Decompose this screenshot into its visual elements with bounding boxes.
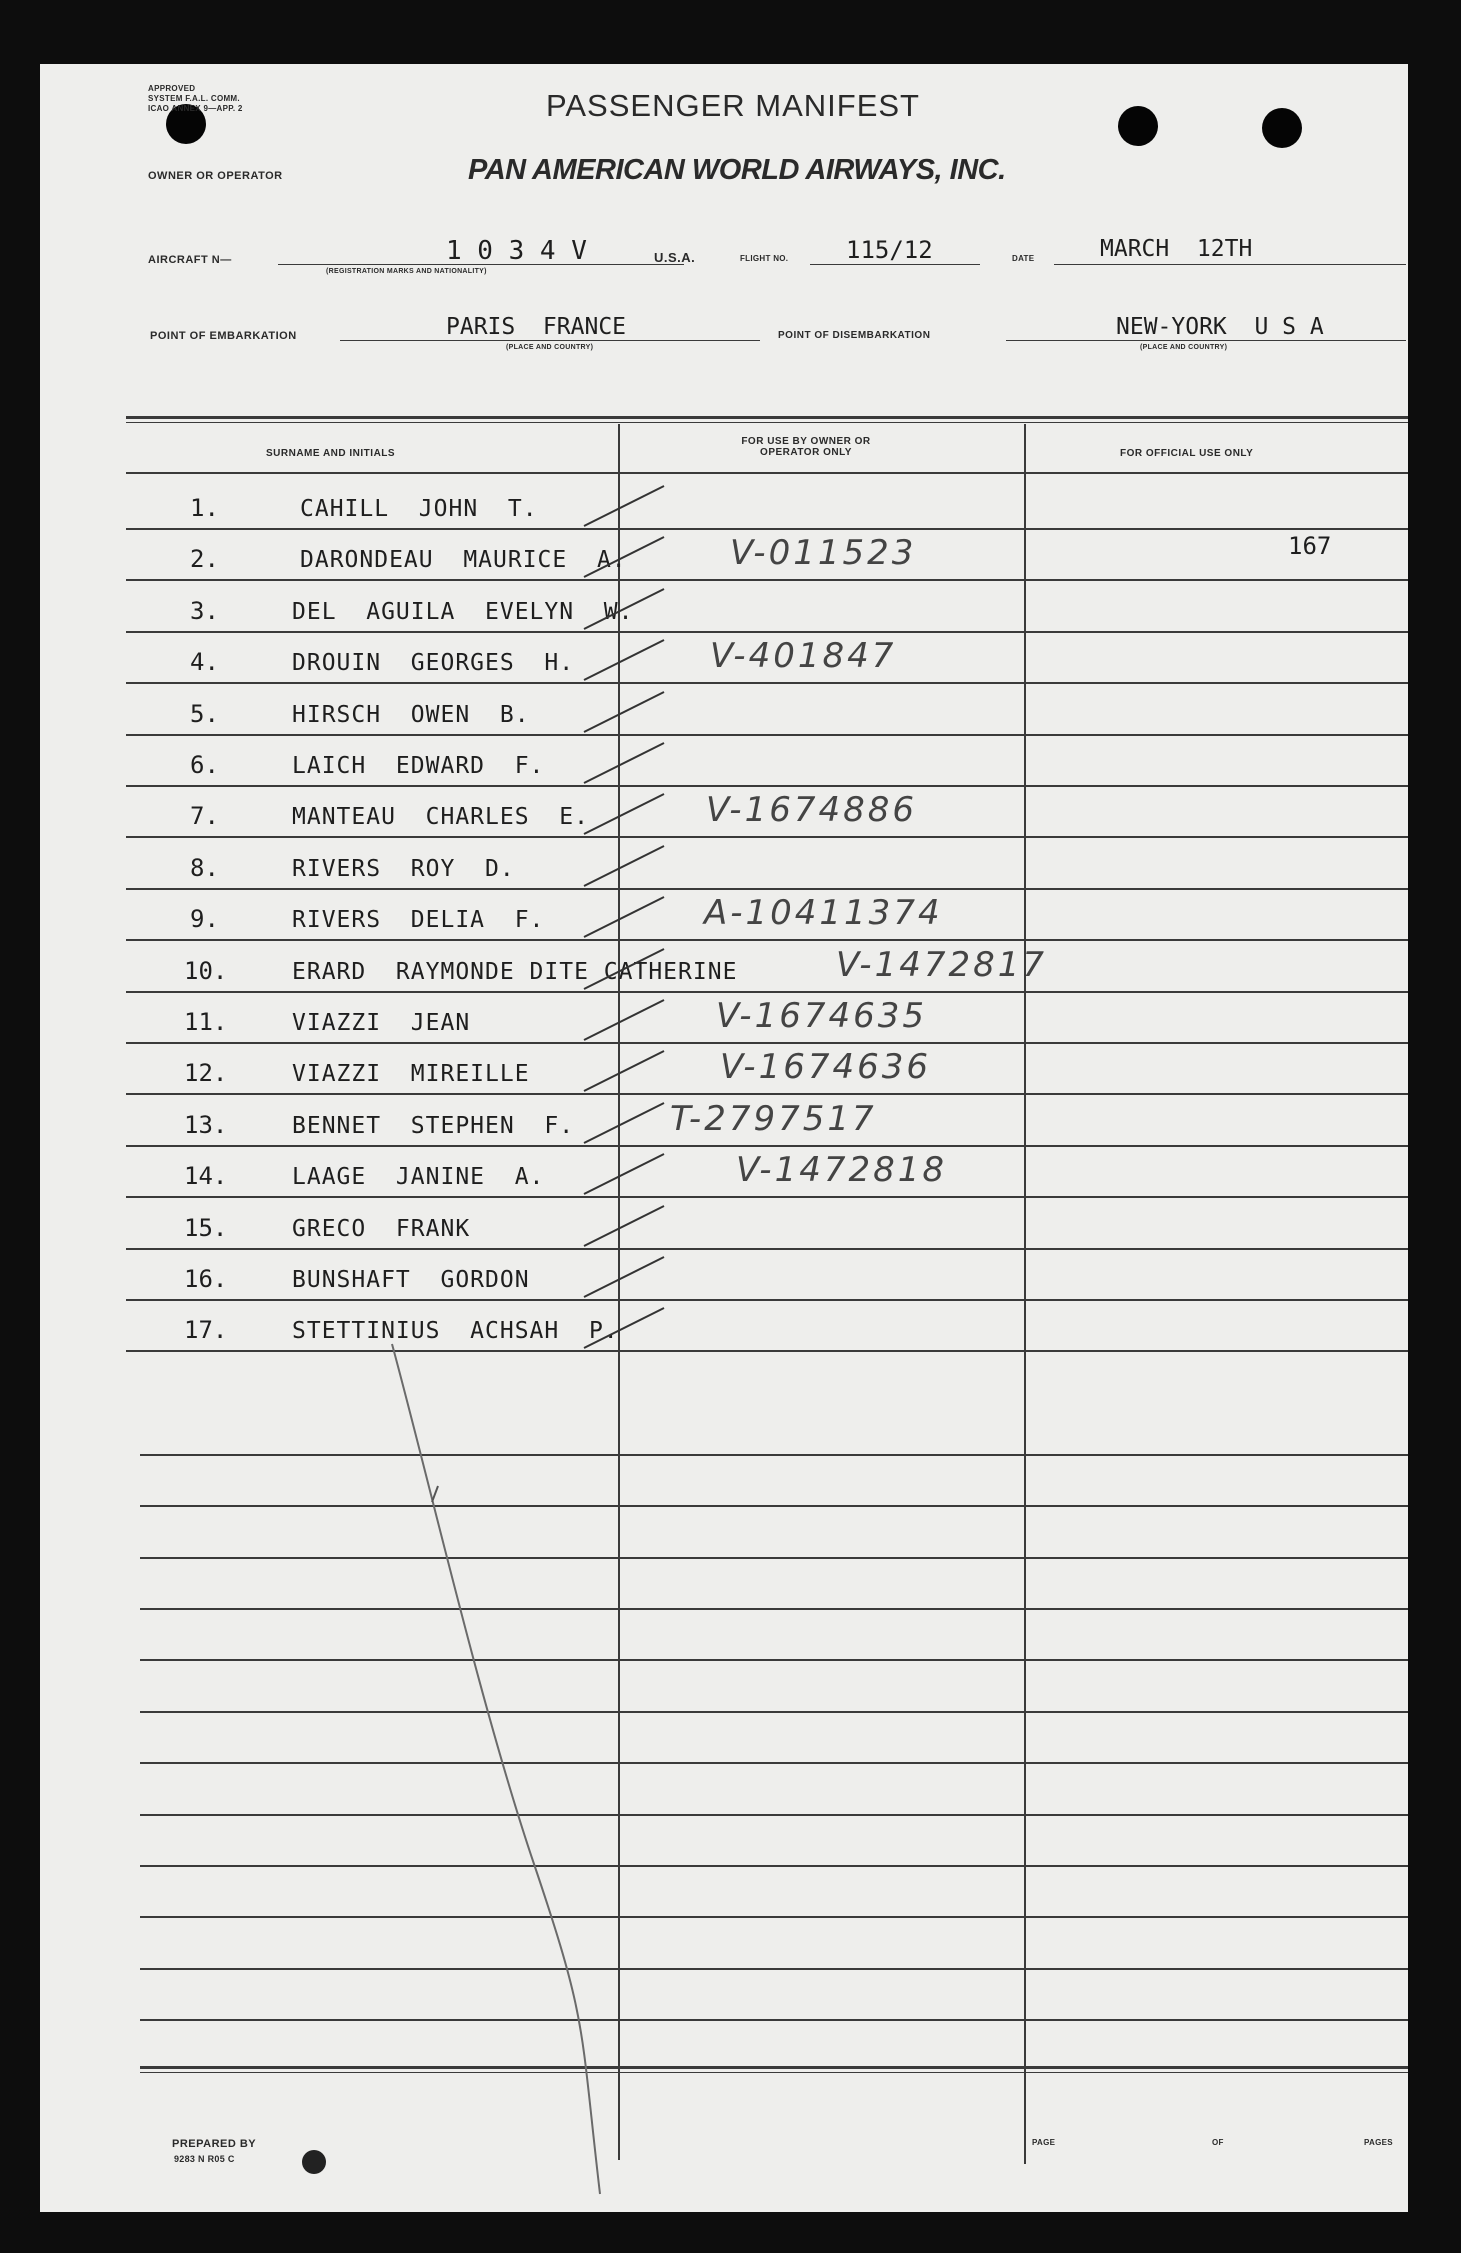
visa-number: V-1674886 (706, 790, 917, 831)
flight-date: MARCH 12TH (1100, 236, 1253, 262)
manifest-sheet (40, 64, 1408, 2212)
disembarkation-caption: (PLACE AND COUNTRY) (1140, 344, 1228, 351)
visa-number: V-1472817 (836, 944, 1047, 985)
disembarkation-label: POINT OF DISEMBARKATION (778, 330, 931, 341)
disembarkation-place: NEW-YORK U S A (1116, 314, 1324, 340)
page-title: PASSENGER MANIFEST (546, 88, 920, 123)
passenger-number: 15. (184, 1213, 228, 1242)
passenger-number: 12. (184, 1059, 228, 1088)
union-label-icon (302, 2150, 326, 2174)
visa-number: V-1674635 (716, 996, 927, 1036)
passenger-number: 6. (190, 751, 219, 779)
passenger-name: ERARD RAYMONDE DITE CATHERINE (292, 958, 738, 985)
aircraft-label: AIRCRAFT N— (148, 254, 232, 266)
flight-label: FLIGHT NO. (740, 254, 789, 263)
passenger-number: 14. (184, 1162, 228, 1191)
passenger-name: STETTINIUS ACHSAH P. (292, 1318, 619, 1345)
passenger-number: 5. (190, 699, 219, 728)
passenger-name: VIAZZI MIREILLE (292, 1061, 530, 1088)
prepared-by-label: PREPARED BY (172, 2138, 257, 2150)
embarkation-place: PARIS FRANCE (446, 314, 627, 340)
passenger-number: 16. (184, 1265, 228, 1293)
of-label: OF (1212, 2138, 1224, 2147)
embarkation-label: POINT OF EMBARKATION (150, 330, 297, 342)
column-header-official: FOR OFFICIAL USE ONLY (1120, 448, 1254, 459)
passenger-number: 9. (190, 905, 219, 934)
passenger-name: RIVERS DELIA F. (292, 907, 545, 934)
passenger-name: LAICH EDWARD F. (292, 753, 545, 779)
visa-number: V-1472818 (736, 1150, 947, 1191)
passenger-name: LAAGE JANINE A. (292, 1164, 545, 1191)
passenger-name: MANTEAU CHARLES E. (292, 804, 589, 831)
passenger-name: RIVERS ROY D. (292, 855, 515, 882)
visa-number: A-10411374 (704, 893, 943, 934)
passenger-number: 7. (190, 802, 219, 831)
passenger-number: 11. (184, 1008, 228, 1036)
passenger-name: DARONDEAU MAURICE A. (300, 547, 627, 574)
passenger-number: 13. (184, 1110, 228, 1139)
visa-number: V-011523 (730, 533, 917, 574)
date-label: DATE (1012, 254, 1035, 263)
passenger-number: 4. (190, 648, 219, 677)
column-header-surname: SURNAME AND INITIALS (266, 448, 396, 459)
country-label: U.S.A. (654, 250, 696, 265)
passenger-number: 8. (190, 853, 219, 882)
flight-number: 115/12 (846, 236, 933, 264)
passenger-name: DEL AGUILA EVELYN W. (292, 598, 634, 625)
embarkation-caption: (PLACE AND COUNTRY) (506, 344, 594, 351)
passenger-number: 2. (190, 545, 219, 574)
aircraft-number: 1 0 3 4 V (446, 236, 587, 266)
form-number: 9283 N R05 C (174, 2154, 235, 2164)
passenger-number: 17. (184, 1316, 228, 1345)
visa-number: V-401847 (710, 636, 897, 677)
approval-line: SYSTEM F.A.L. COMM. (148, 94, 240, 103)
passenger-number: 3. (190, 596, 219, 625)
visa-number: V-1674636 (720, 1047, 931, 1088)
passenger-name: BENNET STEPHEN F. (292, 1112, 575, 1139)
operator-name: PAN AMERICAN WORLD AIRWAYS, INC. (468, 154, 1006, 186)
visa-number: T-2797517 (670, 1098, 877, 1139)
passenger-name: HIRSCH OWEN B. (292, 701, 530, 728)
owner-label: OWNER OR OPERATOR (148, 170, 283, 182)
pages-label: PAGES (1364, 2138, 1393, 2147)
passenger-name: DROUIN GEORGES H. (292, 650, 575, 677)
passenger-number: 1. (190, 494, 219, 522)
column-header-owner: FOR USE BY OWNER OR OPERATOR ONLY (741, 436, 871, 458)
passenger-name: VIAZZI JEAN (292, 1010, 471, 1036)
registration-caption: (REGISTRATION MARKS AND NATIONALITY) (326, 268, 487, 275)
official-use-number: 167 (1288, 532, 1332, 560)
passenger-number: 10. (184, 956, 228, 985)
approval-line: APPROVED (148, 84, 196, 93)
passenger-name: BUNSHAFT GORDON (292, 1267, 530, 1293)
approval-line: ICAO ANNEX 9—APP. 2 (148, 104, 243, 113)
pen-stroke (40, 64, 1408, 2212)
page-label: PAGE (1032, 2138, 1056, 2147)
passenger-name: GRECO FRANK (292, 1215, 471, 1242)
passenger-name: CAHILL JOHN T. (300, 496, 538, 522)
